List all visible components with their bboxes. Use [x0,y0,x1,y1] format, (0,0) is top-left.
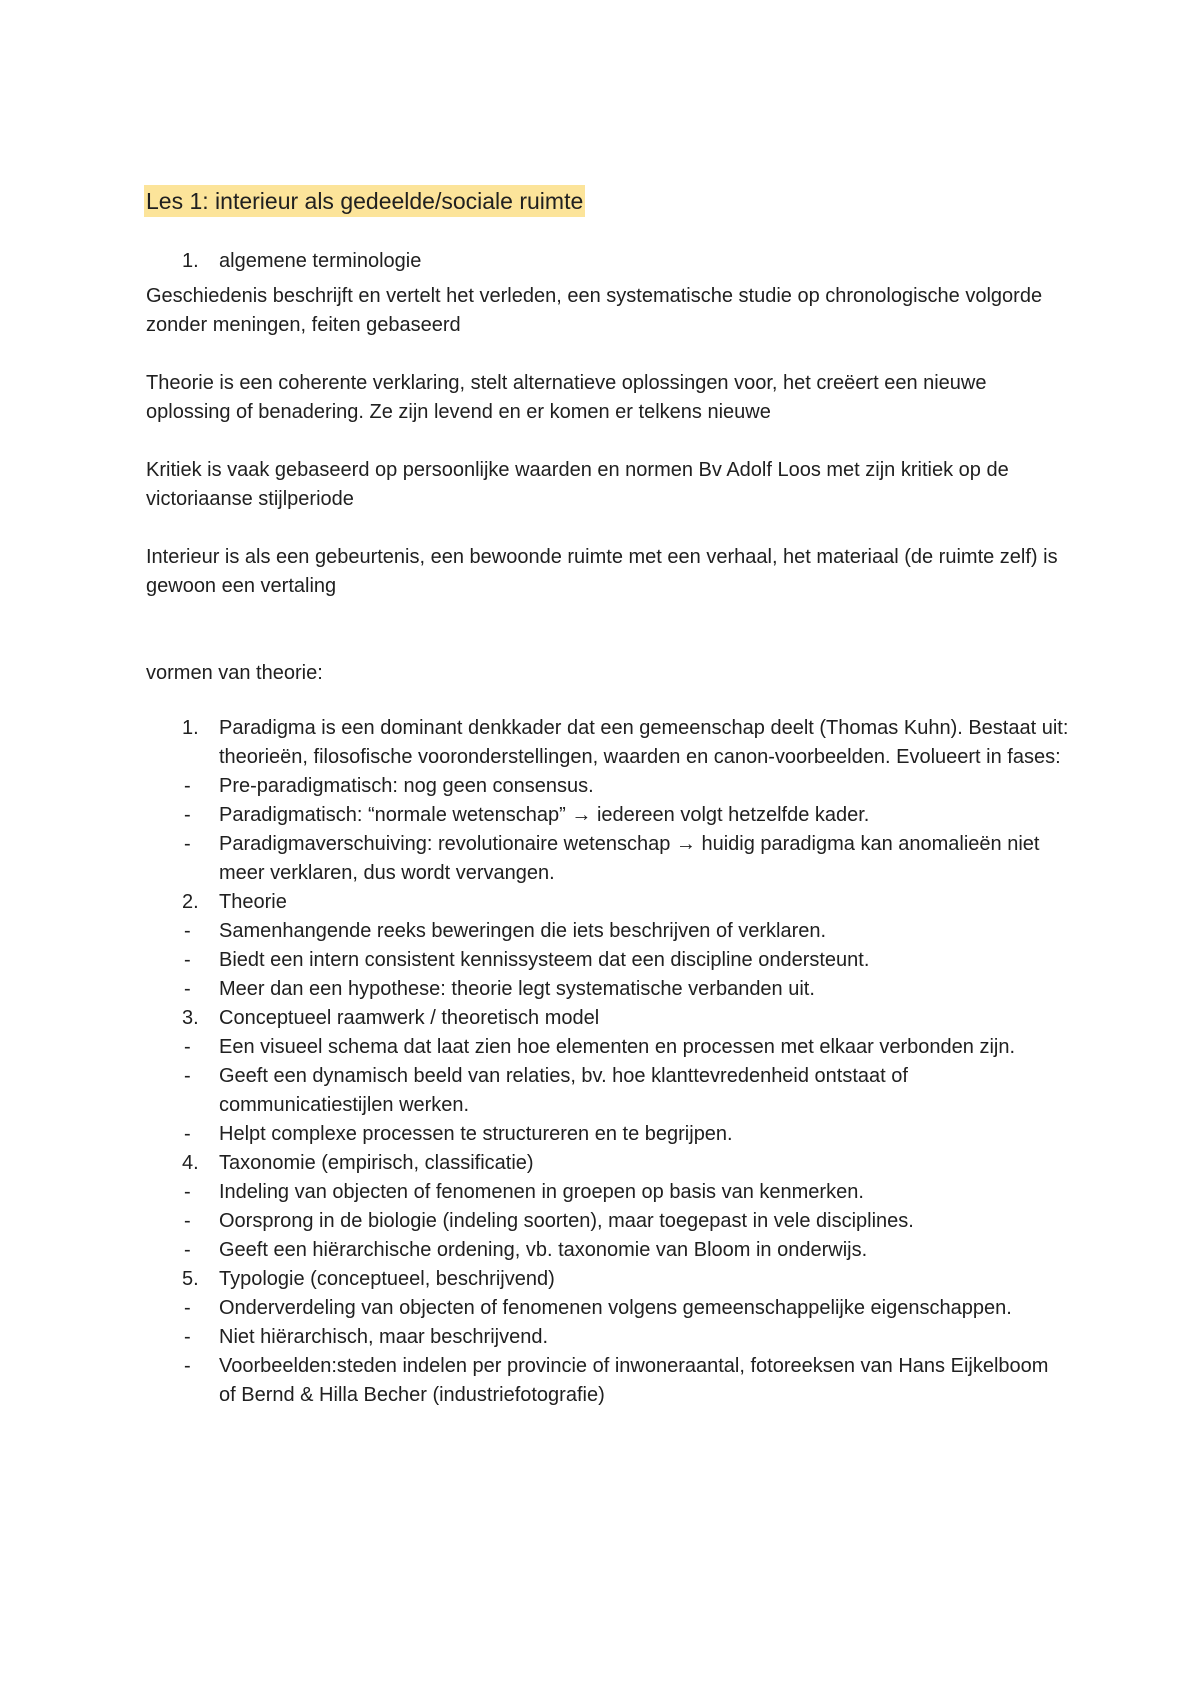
list-item-text: Theorie [219,891,287,913]
bullet-item [146,1033,1070,1062]
bullet-text: Geeft een dynamisch beeld van relaties, bv. hoe klanttevredenheid ontstaat of communicatiestijlen werken. [219,1065,908,1116]
section-label: algemene terminologie [219,250,422,272]
paragraph-interieur: Interieur is als een gebeurtenis, een bewoonde ruimte met een verhaal, het materiaal (de ruimte zelf) is gewoon een vertaling [146,546,1058,597]
bullet-marker: - [184,804,191,826]
section-heading [146,247,1070,276]
list-item-text: Conceptueel raamwerk / theoretisch model [219,1007,600,1029]
paragraph-theorie: Theorie is een coherente verklaring, stelt alternatieve oplossingen voor, het creëert een nieuwe oplossing of benadering. Ze zijn levend en er komen er telkens nieuwe [146,372,987,423]
bullet-marker: - [184,1239,191,1261]
list-item-text: Taxonomie (empirisch, classificatie) [219,1152,534,1174]
bullet-marker: - [184,1181,191,1203]
bullet-item [146,946,1070,975]
bullet-item [146,772,1070,801]
bullet-text: Onderverdeling van objecten of fenomenen volgens gemeenschappelijke eigenschappen. [219,1297,1012,1319]
bullet-text: Samenhangende reeks beweringen die iets beschrijven of verklaren. [219,920,827,942]
bullet-marker: - [184,978,191,1000]
bullet-item [146,1207,1070,1236]
list-item-text: Typologie (conceptueel, beschrijvend) [219,1268,555,1290]
bullet-item [146,1120,1070,1149]
bullet-marker: - [184,833,191,855]
bullet-item [146,1062,1070,1120]
bullet-item [146,1294,1070,1323]
bullet-marker: - [184,949,191,971]
bullet-item [146,1323,1070,1352]
bullet-text: Paradigmaverschuiving: revolutionaire wetenschap → huidig paradigma kan anomalieën niet meer verklaren, dus wordt vervangen. [219,833,1040,884]
list-item-number: 3. [182,1007,199,1029]
list-item [146,1004,1070,1033]
bullet-text: Biedt een intern consistent kennissysteem dat een discipline ondersteunt. [219,949,870,971]
bullet-text: Meer dan een hypothese: theorie legt systematische verbanden uit. [219,978,815,1000]
bullet-text: Geeft een hiërarchische ordening, vb. taxonomie van Bloom in onderwijs. [219,1239,868,1261]
bullet-item [146,975,1070,1004]
bullet-marker: - [184,1065,191,1087]
list-item-number: 1. [182,717,199,739]
page-title: Les 1: interieur als gedeelde/sociale ruimte [144,185,585,217]
list-item [146,714,1070,772]
bullet-marker: - [184,1036,191,1058]
bullet-text: Indeling van objecten of fenomenen in groepen op basis van kenmerken. [219,1181,864,1203]
bullet-item [146,830,1070,888]
bullet-marker: - [184,1297,191,1319]
bullet-item [146,1178,1070,1207]
list-item [146,1149,1070,1178]
section-number: 1. [182,250,199,272]
bullet-marker: - [184,1326,191,1348]
bullet-text: Een visueel schema dat laat zien hoe elementen en processen met elkaar verbonden zijn. [219,1036,1016,1058]
forms-heading: vormen van theorie: [146,662,323,684]
bullet-text: Pre-paradigmatisch: nog geen consensus. [219,775,594,797]
bullet-text: Oorsprong in de biologie (indeling soorten), maar toegepast in vele disciplines. [219,1210,914,1232]
bullet-item [146,1352,1070,1410]
bullet-text: Voorbeelden:steden indelen per provincie of inwoneraantal, fotoreeksen van Hans Eijkelboom of Bernd & Hilla Becher (industriefotografie) [219,1355,1049,1406]
forms-list [146,714,1070,1410]
list-item [146,888,1070,917]
bullet-text: Helpt complexe processen te structureren en te begrijpen. [219,1123,733,1145]
bullet-marker: - [184,775,191,797]
bullet-marker: - [184,1123,191,1145]
bullet-text: Niet hiërarchisch, maar beschrijvend. [219,1326,549,1348]
bullet-item [146,917,1070,946]
bullet-marker: - [184,920,191,942]
list-item-number: 4. [182,1152,199,1174]
bullet-item [146,1236,1070,1265]
bullet-text: Paradigmatisch: “normale wetenschap” → iedereen volgt hetzelfde kader. [219,804,870,826]
list-item-text: Paradigma is een dominant denkkader dat een gemeenschap deelt (Thomas Kuhn). Bestaat uit: theorieën, filosofische vooronderstellingen, waarden en canon-voorbeelden. Evolueert in fases: [219,717,1069,768]
list-item-number: 5. [182,1268,199,1290]
paragraph-geschiedenis: Geschiedenis beschrijft en vertelt het verleden, een systematische studie op chronologische volgorde zonder meningen, feiten gebaseerd [146,285,1043,336]
list-item [146,1265,1070,1294]
paragraph-kritiek: Kritiek is vaak gebaseerd op persoonlijke waarden en normen Bv Adolf Loos met zijn kritiek op de victoriaanse stijlperiode [146,459,1009,510]
bullet-item [146,801,1070,830]
list-item-number: 2. [182,891,199,913]
bullet-marker: - [184,1355,191,1377]
bullet-marker: - [184,1210,191,1232]
